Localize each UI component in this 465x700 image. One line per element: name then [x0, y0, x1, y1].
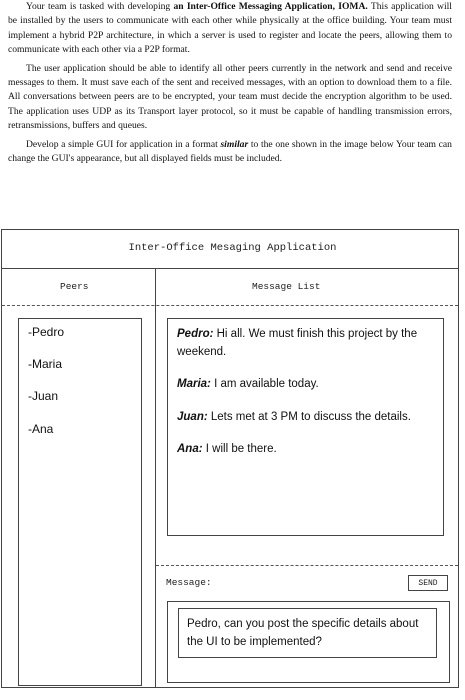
intro-paragraph-1: Your team is tasked with developing an Inter-Office Messaging Application, IOMA. This application will be installed by the users to communicate with each other while physically at the office building. Your team must implement a hybrid P2P architecture, in which a server is used to register and locate the peers, allowing them to communicate with each other via a P2P format.: [8, 1, 452, 56]
app-title: Inter-Office Mesaging Application: [128, 242, 337, 254]
message-item: [177, 375, 429, 393]
message-list-header: Message List: [252, 281, 321, 292]
message-list[interactable]: [167, 318, 444, 536]
compose-divider: [156, 565, 458, 566]
message-sender: Ana:: [177, 443, 203, 455]
title-divider: [1, 268, 459, 269]
peer-item-ana[interactable]: -Ana: [28, 422, 54, 436]
message-sender: Juan:: [177, 411, 208, 423]
peer-item-juan[interactable]: -Juan: [28, 389, 59, 403]
message-label: Message:: [166, 577, 212, 588]
header-divider: [2, 305, 458, 306]
column-divider: [155, 268, 156, 688]
intro-paragraph-3: Develop a simple GUI for application in a format similar to the one shown in the image below Your team can change the GUI's appearance, but all displayed fields must be included.: [8, 138, 452, 165]
intro-paragraph-2: The user application should be able to identify all other peers currently in the network and send and receive messages to them. It must save each of the sent and received messages, with an option to download them to a file. All conversations between peers are to be encrypted, your team must decide the encryption algorithm to be used. The application uses UDP as its Transport layer protocol, so it must be capable of handling transmission errors, retransmissions, buffers and queues.: [8, 62, 452, 132]
send-button[interactable]: SEND: [408, 575, 448, 591]
message-item: [177, 440, 429, 458]
message-text: I am available today.: [210, 378, 319, 390]
assignment-text: [8, 0, 452, 170]
message-item: [177, 325, 429, 361]
message-sender: Maria:: [177, 378, 211, 390]
peer-item-maria[interactable]: -Maria: [28, 357, 63, 371]
peers-header: Peers: [60, 281, 89, 292]
message-text: I will be there.: [202, 443, 277, 455]
message-text: Lets met at 3 PM to discuss the details.: [207, 411, 411, 423]
message-input[interactable]: Pedro, can you post the specific details about the UI to be implemented?: [178, 608, 437, 658]
message-text: Hi all. We must finish this project by the weekend.: [177, 328, 418, 358]
peer-item-pedro[interactable]: -Pedro: [28, 325, 65, 339]
message-sender: Pedro:: [177, 328, 214, 340]
peers-list[interactable]: [18, 318, 142, 686]
message-item: [177, 408, 429, 426]
